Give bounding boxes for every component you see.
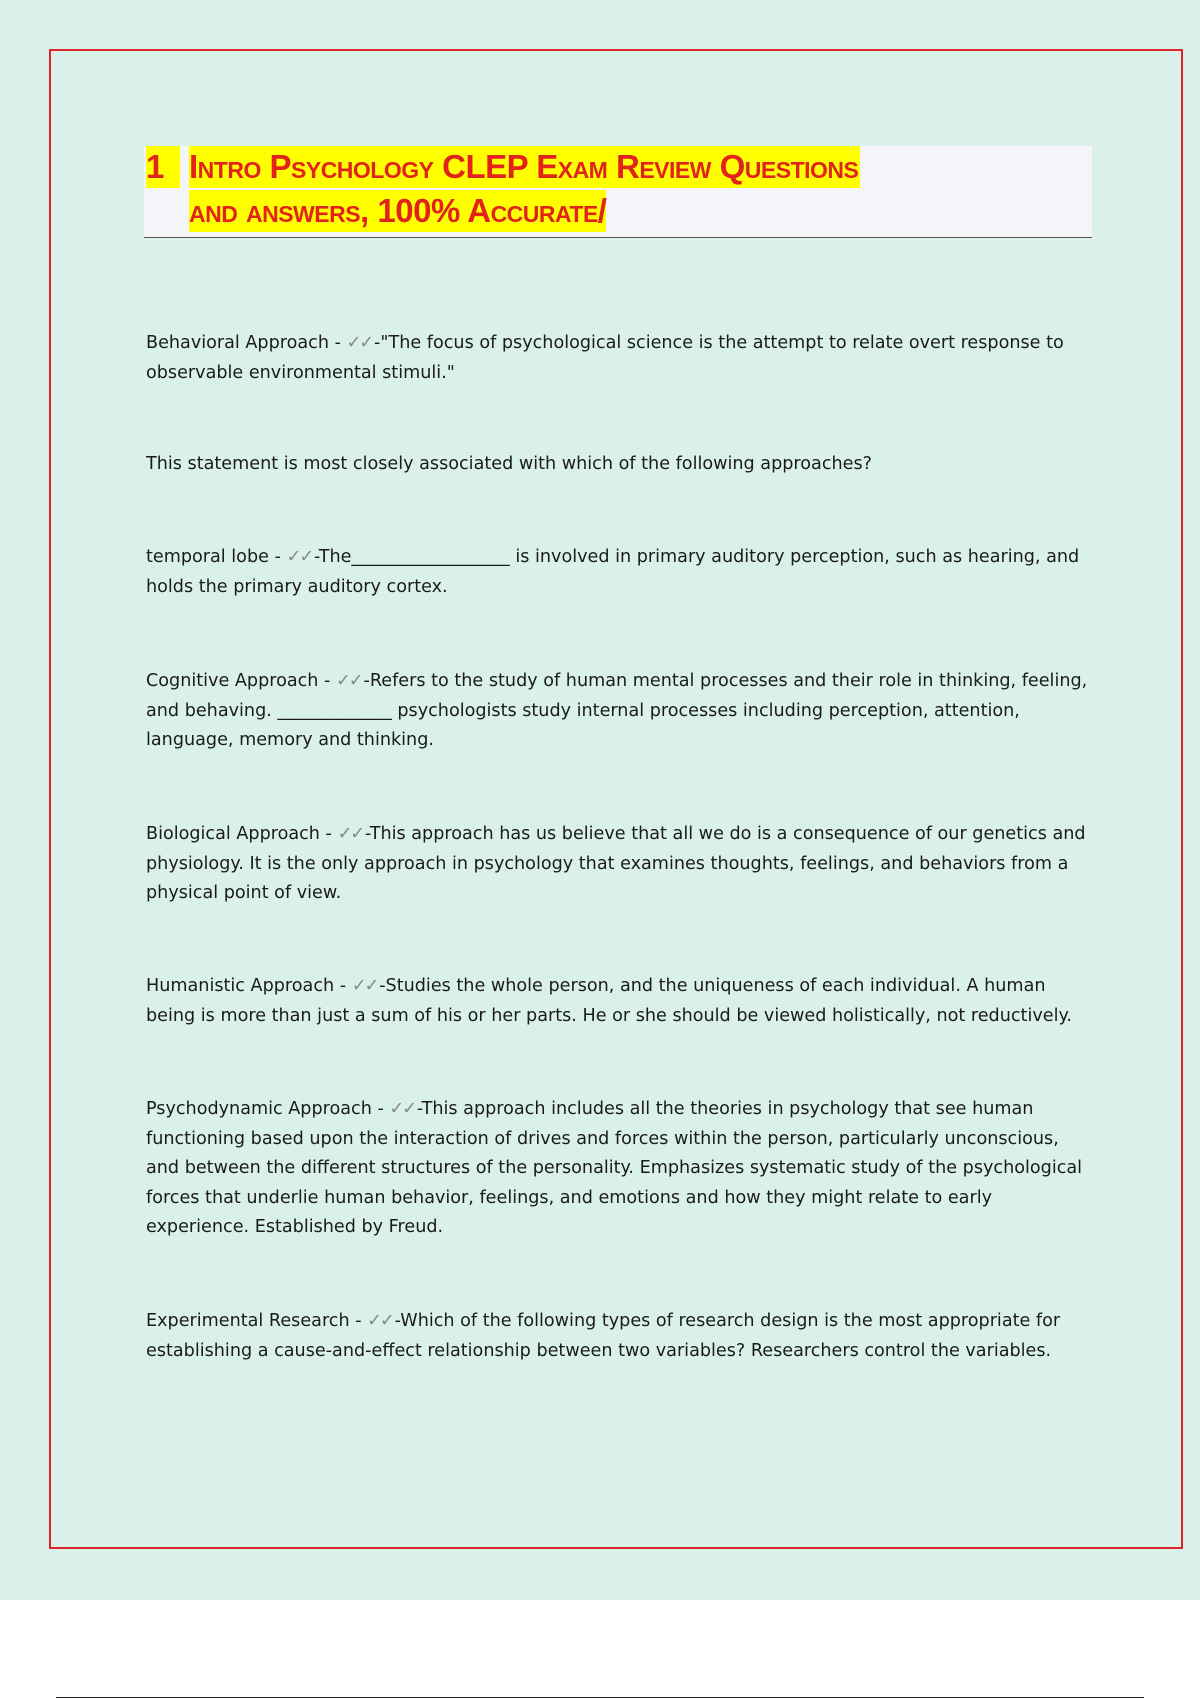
qa-entry-behavioral: Behavioral Approach - ✓✓ -"The focus of psychological science is the attempt to relate overt response to observable environmental stimuli."	[146, 333, 1064, 383]
double-check-icon: ✓✓	[351, 976, 378, 996]
qa-entry-biological: Biological Approach - ✓✓ -This approach has us believe that all we do is a consequence of our genetics and physiology. It is the only approach in psychology that examines thoughts, feelings, and behaviors from a physical point of view.	[146, 824, 1086, 903]
double-check-icon: ✓✓	[346, 333, 373, 353]
entry-text: Studies the whole person, and the uniqueness of each individual. A human being is more than just a sum of his or her parts. He or she should be viewed holistically, not reductively.	[146, 976, 1072, 1026]
entry-term: Biological Approach	[146, 824, 320, 844]
double-check-icon: ✓✓	[336, 671, 362, 691]
double-check-icon: ✓✓	[389, 1099, 415, 1119]
double-check-icon: ✓✓	[286, 547, 312, 567]
qa-entry-experimental: Experimental Research - ✓✓ -Which of the following types of research design is the most appropriate for establishing a cause-and-effect relationship between two variables? Researchers control the variables.	[146, 1311, 1061, 1361]
heading-line-2: and answers, 100% Accurate/	[189, 190, 606, 232]
footer-rule	[56, 1697, 1144, 1698]
entry-text: Which of the following types of research design is the most appropriate for establishing a cause-and-effect relationship between two variables? Researchers control the variables.	[146, 1311, 1061, 1361]
entry-text: This approach has us believe that all we do is a consequence of our genetics and physiology. It is the only approach in psychology that examines thoughts, feelings, and behaviors from a physical point of view.	[146, 824, 1086, 903]
double-check-icon: ✓✓	[367, 1311, 393, 1331]
entry-term: Cognitive Approach	[146, 671, 319, 691]
entry-text: Refers to the study of human mental processes and their role in thinking, feeling, and behaving. _____________ psychologists study internal processes including perception, attention, language, memory and thinking.	[146, 671, 1088, 750]
entry-text: "The focus of psychological science is the attempt to relate overt response to observable environmental stimuli."	[146, 333, 1064, 383]
qa-entry-cognitive: Cognitive Approach - ✓✓ -Refers to the study of human mental processes and their role in thinking, feeling, and behaving. _____________ psychologists study internal processes including perception, attention, language, memory and thinking.	[146, 671, 1088, 750]
entry-term: Experimental Research	[146, 1311, 350, 1331]
qa-entry-temporal-lobe: temporal lobe - ✓✓ -The__________________ is involved in primary auditory perception, such as hearing, and holds the primary auditory cortex.	[146, 547, 1080, 597]
double-check-icon: ✓✓	[337, 824, 363, 844]
qa-entry-humanistic: Humanistic Approach - ✓✓ -Studies the whole person, and the uniqueness of each individual. A human being is more than just a sum of his or her parts. He or she should be viewed holistically, not reductively.	[146, 976, 1072, 1026]
qa-entry-psychodynamic: Psychodynamic Approach - ✓✓ -This approach includes all the theories in psychology that see human functioning based upon the interaction of drives and forces within the person, particularly unconscious, and between the different structures of the personality. Emphasizes systematic study of the psychological forces that underlie human behavior, feelings, and emotions and how they might relate to early experience. Established by Freud.	[146, 1099, 1083, 1237]
entry-term: temporal lobe	[146, 547, 269, 567]
entry-text: The__________________ is involved in primary auditory perception, such as hearing, and holds the primary auditory cortex.	[146, 547, 1080, 597]
entry-text: This approach includes all the theories in psychology that see human functioning based upon the interaction of drives and forces within the person, particularly unconscious, and between the different structures of the personality. Emphasizes systematic study of the psychological forces that underlie human behavior, feelings, and emotions and how they might relate to early experience. Established by Freud.	[146, 1099, 1083, 1237]
heading-number: 1	[146, 146, 180, 188]
entry-term: Humanistic Approach	[146, 976, 335, 996]
qa-entry-question-prompt	[146, 450, 1091, 480]
entry-term: Psychodynamic Approach	[146, 1099, 372, 1119]
heading-line-1: Intro Psychology CLEP Exam Review Questions	[189, 146, 860, 188]
entry-term: Behavioral Approach	[146, 333, 329, 353]
entry-text: This statement is most closely associated with which of the following approaches?	[146, 454, 872, 474]
